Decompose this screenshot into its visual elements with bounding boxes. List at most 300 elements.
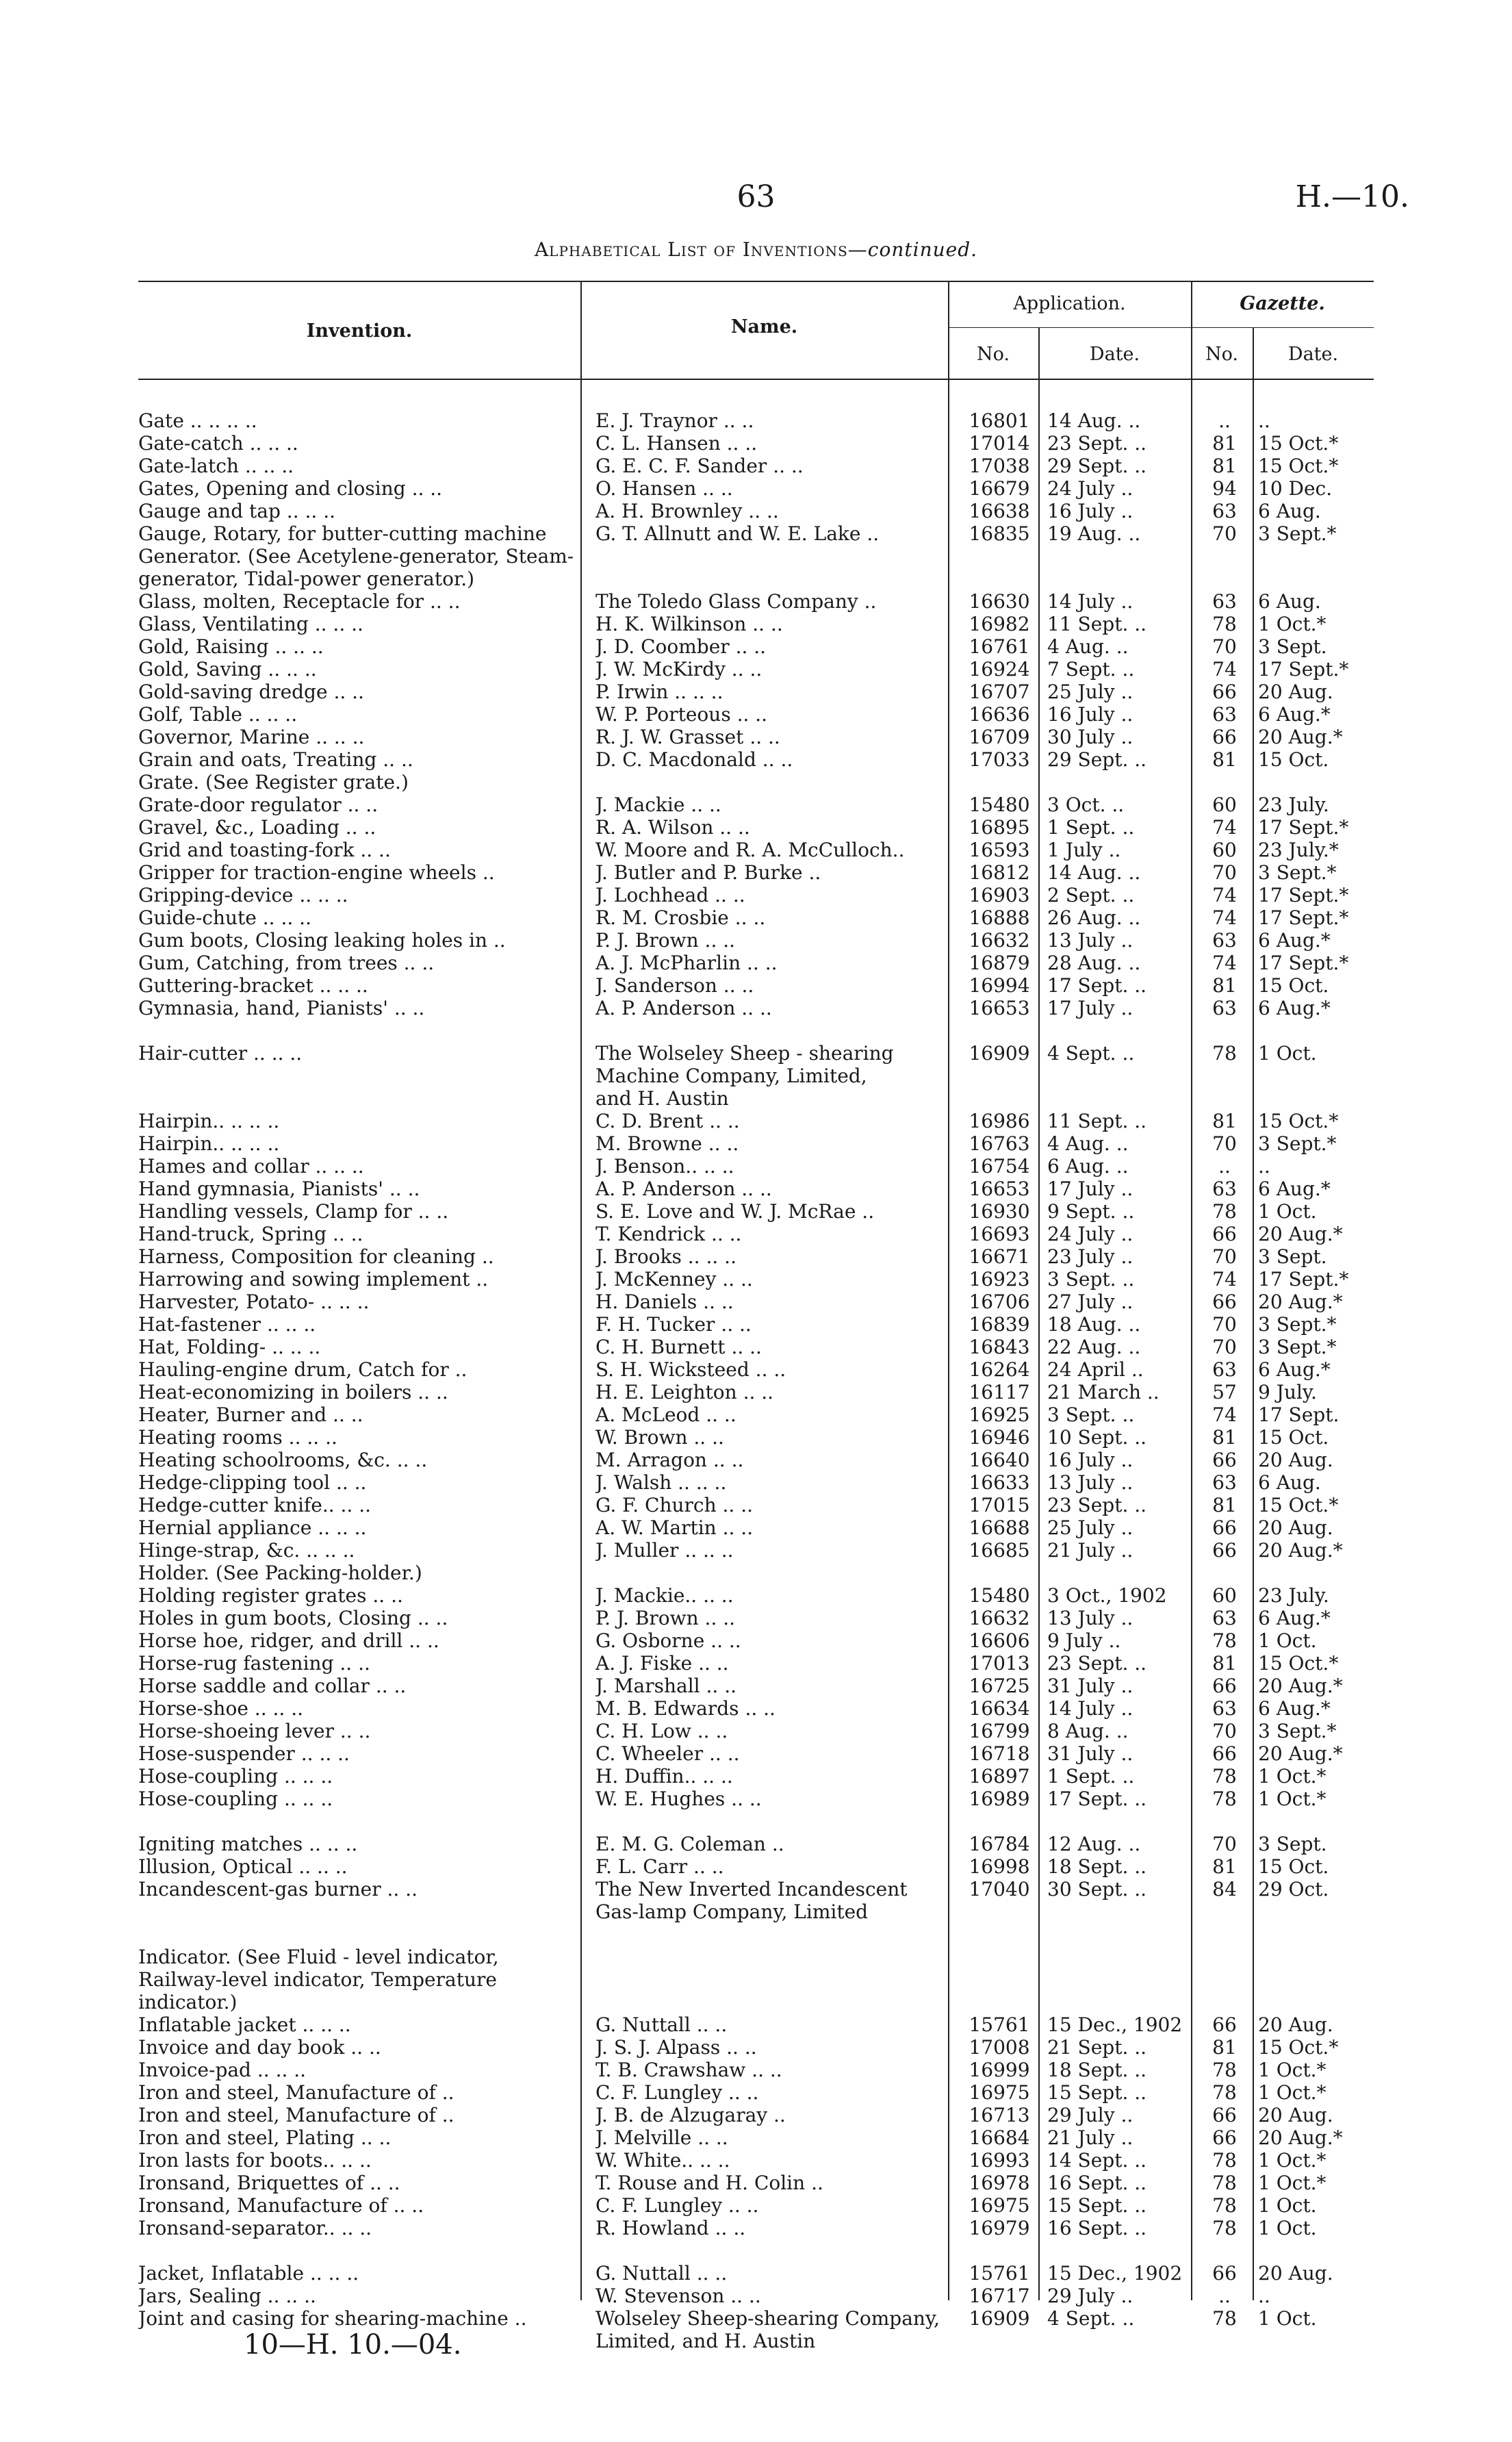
table-row [0, 1200, 1512, 1223]
cell-gazette-no: 63 [1212, 1697, 1237, 1720]
cell-gazette-date: 1 Oct. [1258, 2307, 1317, 2330]
caption-suffix: continued. [867, 238, 978, 261]
cell-name: J. Marshall .. .. [595, 1675, 737, 1697]
cell-invention: Hedge-cutter knife.. .. .. [138, 1494, 372, 1516]
cell-gazette-date: 6 Aug.* [1258, 1697, 1331, 1720]
table-row [0, 1539, 1512, 1562]
cell-gazette-no: 78 [1212, 2217, 1237, 2239]
table-row [0, 1855, 1512, 1878]
cell-gazette-date: 3 Sept.* [1258, 1336, 1337, 1358]
table-row [0, 2059, 1512, 2081]
cell-invention: Hose-coupling .. .. .. [138, 1788, 333, 1810]
cell-name: J. Walsh .. .. .. [595, 1471, 727, 1494]
cell-gazette-no: 81 [1212, 1652, 1237, 1675]
cell-gazette-no: 70 [1212, 1720, 1237, 1742]
cell-name: E. J. Traynor .. .. [595, 409, 754, 432]
cell-app-date: 16 July .. [1047, 703, 1133, 726]
cell-gazette-no: 63 [1212, 929, 1237, 952]
cell-app-date: 16 Sept. .. [1047, 2172, 1147, 2194]
cell-app-no: 16998 [969, 1855, 1030, 1878]
cell-app-date: 28 Aug. .. [1047, 952, 1141, 974]
cell-app-no: 16718 [969, 1742, 1030, 1765]
cell-gazette-no: 70 [1212, 1132, 1237, 1155]
table-row [0, 974, 1512, 997]
page-number: 63 [736, 179, 776, 214]
table-row [0, 2172, 1512, 2194]
cell-app-date: 1 July .. [1047, 839, 1121, 861]
cell-invention: Harvester, Potato- .. .. .. [138, 1290, 370, 1313]
cell-app-date: 3 Sept. .. [1047, 1268, 1135, 1290]
table-row [0, 1178, 1512, 1200]
cell-gazette-no: 70 [1212, 861, 1237, 884]
table-row [0, 1562, 1512, 1584]
table-row [0, 1223, 1512, 1245]
cell-invention: Holes in gum boots, Closing .. .. [138, 1607, 448, 1629]
cell-gazette-no: 63 [1212, 703, 1237, 726]
cell-name: T. B. Crawshaw .. .. [595, 2059, 782, 2081]
cell-invention: Hairpin.. .. .. .. [138, 1110, 280, 1132]
cell-app-date: 30 Sept. .. [1047, 1878, 1147, 1900]
cell-invention: Heating rooms .. .. .. [138, 1426, 337, 1449]
table-row [0, 1742, 1512, 1765]
cell-app-no: 16895 [969, 816, 1030, 839]
cell-invention: Glass, molten, Receptacle for .. .. [138, 590, 461, 613]
cell-app-date: 14 July .. [1047, 1697, 1133, 1720]
cell-gazette-date: 17 Sept.* [1258, 952, 1349, 974]
cell-name: J. Mackie.. .. .. [595, 1584, 734, 1607]
table-row [0, 1720, 1512, 1742]
cell-gazette-date: 1 Oct.* [1258, 1788, 1327, 1810]
cell-app-date: 10 Sept. .. [1047, 1426, 1147, 1449]
cell-app-no: 16688 [969, 1516, 1030, 1539]
cell-app-date: 14 Sept. .. [1047, 2149, 1147, 2172]
cell-app-no: 16684 [969, 2126, 1030, 2149]
table-row [0, 613, 1512, 635]
table-row [0, 997, 1512, 1019]
cell-invention: Hedge-clipping tool .. .. [138, 1471, 367, 1494]
cell-gazette-no: 78 [1212, 1788, 1237, 1810]
cell-app-no: 16903 [969, 884, 1030, 906]
cell-gazette-no: 63 [1212, 1607, 1237, 1629]
cell-gazette-date: 1 Oct. [1258, 2217, 1317, 2239]
cell-app-no: 16835 [969, 522, 1030, 545]
cell-app-no: 16979 [969, 2217, 1030, 2239]
table-row [0, 726, 1512, 748]
cell-gazette-date: 20 Aug.* [1258, 726, 1343, 748]
cell-gazette-date: 15 Oct.* [1258, 432, 1339, 455]
table-row [0, 1449, 1512, 1471]
table-row [0, 432, 1512, 455]
table-row [0, 906, 1512, 929]
cell-app-date: 16 Sept. .. [1047, 2217, 1147, 2239]
cell-app-date: 7 Sept. .. [1047, 658, 1135, 681]
cell-gazette-date: 10 Dec. [1258, 477, 1333, 500]
cell-invention: Hand gymnasia, Pianists' .. .. [138, 1178, 420, 1200]
cell-gazette-date: .. [1258, 409, 1270, 432]
cell-gazette-no: 78 [1212, 2172, 1237, 2194]
caption-main: Alphabetical List of Inventions [534, 238, 848, 261]
cell-app-no: 16839 [969, 1313, 1030, 1336]
cell-gazette-no: .. [1218, 1155, 1231, 1178]
cell-app-date: 29 July .. [1047, 2285, 1133, 2307]
cell-gazette-no: 66 [1212, 681, 1237, 703]
cell-app-no: 16986 [969, 1110, 1030, 1132]
table-row [0, 545, 1512, 590]
cell-app-date: 15 Dec., 1902 [1047, 2013, 1183, 2036]
cell-gazette-date: 6 Aug.* [1258, 997, 1331, 1019]
cell-gazette-date: 1 Oct. [1258, 1200, 1317, 1223]
cell-gazette-date: 20 Aug.* [1258, 1223, 1343, 1245]
cell-app-no: 16982 [969, 613, 1030, 635]
cell-gazette-date: 20 Aug.* [1258, 1539, 1343, 1562]
cell-invention: Illusion, Optical .. .. .. [138, 1855, 348, 1878]
cell-name: J. D. Coomber .. .. [595, 635, 767, 658]
cell-gazette-no: 78 [1212, 2149, 1237, 2172]
cell-gazette-date: 6 Aug.* [1258, 1607, 1331, 1629]
cell-gazette-date: 1 Oct.* [1258, 2149, 1327, 2172]
cell-app-no: 16606 [969, 1629, 1030, 1652]
cell-app-no: 16763 [969, 1132, 1030, 1155]
cell-app-date: 4 Sept. .. [1047, 2307, 1135, 2330]
cell-app-date: 17 July .. [1047, 997, 1133, 1019]
cell-gazette-no: 78 [1212, 2081, 1237, 2104]
cell-invention: Hand-truck, Spring .. .. [138, 1223, 363, 1245]
cell-app-date: 9 Sept. .. [1047, 1200, 1135, 1223]
cell-app-date: 15 Sept. .. [1047, 2194, 1147, 2217]
cell-app-date: 11 Sept. .. [1047, 1110, 1147, 1132]
cell-name: P. Irwin .. .. .. [595, 681, 723, 703]
cell-gazette-no: 63 [1212, 1358, 1237, 1381]
cell-app-date: 26 Aug. .. [1047, 906, 1141, 929]
cell-invention: Holding register grates .. .. [138, 1584, 403, 1607]
cell-name: C. D. Brent .. .. [595, 1110, 740, 1132]
table-row [0, 658, 1512, 681]
table-row [0, 1946, 1512, 2013]
cell-invention: Generator. (See Acetylene-generator, Steam- generator, Tidal-power generator.) [138, 545, 574, 590]
cell-name: G. T. Allnutt and W. E. Lake .. [595, 522, 880, 545]
cell-gazette-date: 20 Aug. [1258, 1516, 1333, 1539]
cell-name: J. Lochhead .. .. [595, 884, 745, 906]
table-row [0, 884, 1512, 906]
cell-gazette-date: .. [1258, 2285, 1270, 2307]
cell-gazette-date: 1 Oct. [1258, 1042, 1317, 1065]
cell-gazette-date: 17 Sept. [1258, 1403, 1340, 1426]
cell-gazette-date: 15 Oct.* [1258, 1110, 1339, 1132]
cell-gazette-date: 23 July. [1258, 793, 1329, 816]
table-row [0, 952, 1512, 974]
cell-app-date: 12 Aug. .. [1047, 1833, 1141, 1855]
cell-name: W. Brown .. .. [595, 1426, 724, 1449]
cell-gazette-date: 17 Sept.* [1258, 658, 1349, 681]
table-row [0, 1878, 1512, 1923]
cell-name: M. Arragon .. .. [595, 1449, 744, 1471]
table-row [0, 1132, 1512, 1155]
cell-name: J. Brooks .. .. .. [595, 1245, 736, 1268]
cell-name: G. Nuttall .. .. [595, 2013, 728, 2036]
cell-app-date: 15 Sept. .. [1047, 2081, 1147, 2104]
cell-gazette-no: 78 [1212, 2059, 1237, 2081]
document-code: H.—10. [1295, 179, 1409, 214]
cell-invention: Hair-cutter .. .. .. [138, 1042, 303, 1065]
cell-gazette-date: 17 Sept.* [1258, 906, 1349, 929]
header-gaz-no: No. [1205, 344, 1238, 365]
cell-gazette-no: 57 [1212, 1381, 1237, 1403]
cell-invention: Guttering-bracket .. .. .. [138, 974, 368, 997]
cell-invention: Harness, Composition for cleaning .. [138, 1245, 494, 1268]
cell-name: C. F. Lungley .. .. [595, 2194, 759, 2217]
cell-app-date: 14 July .. [1047, 590, 1133, 613]
cell-app-date: 24 July .. [1047, 1223, 1133, 1245]
table-row [0, 1765, 1512, 1788]
cell-app-no: 16897 [969, 1765, 1030, 1788]
cell-gazette-date: 3 Sept.* [1258, 1132, 1337, 1155]
cell-invention: Iron and steel, Manufacture of .. [138, 2081, 454, 2104]
cell-gazette-no: 74 [1212, 1268, 1237, 1290]
cell-app-date: 3 Oct. .. [1047, 793, 1125, 816]
cell-app-no: 15761 [969, 2013, 1030, 2036]
cell-gazette-no: 63 [1212, 1471, 1237, 1494]
cell-invention: Hat-fastener .. .. .. [138, 1313, 316, 1336]
cell-invention: Invoice and day book .. .. [138, 2036, 381, 2059]
table-row [0, 2262, 1512, 2285]
table-row [0, 703, 1512, 726]
cell-name: H. K. Wilkinson .. .. [595, 613, 783, 635]
cell-gazette-date: 3 Sept.* [1258, 1313, 1337, 1336]
cell-gazette-date: 20 Aug. [1258, 2262, 1333, 2285]
cell-app-date: 21 July .. [1047, 1539, 1133, 1562]
cell-name: J. Muller .. .. .. [595, 1539, 734, 1562]
cell-app-no: 16653 [969, 1178, 1030, 1200]
cell-gazette-no: 66 [1212, 1223, 1237, 1245]
cell-name: C. L. Hansen .. .. [595, 432, 758, 455]
cell-gazette-no: 78 [1212, 2307, 1237, 2330]
cell-gazette-no: 74 [1212, 952, 1237, 974]
cell-gazette-no: 66 [1212, 2013, 1237, 2036]
cell-app-date: 8 Aug. .. [1047, 1720, 1129, 1742]
cell-name: J. McKenney .. .. [595, 1268, 753, 1290]
cell-app-no: 16924 [969, 658, 1030, 681]
cell-app-date: 15 Dec., 1902 [1047, 2262, 1183, 2285]
cell-gazette-date: 3 Sept. [1258, 1245, 1327, 1268]
cell-gazette-date: 20 Aug.* [1258, 1742, 1343, 1765]
cell-name: The Wolseley Sheep - shearing Machine Company, Limited, and H. Austin [595, 1042, 894, 1110]
cell-name: The New Inverted Incandescent Gas-lamp Company, Limited [595, 1878, 908, 1923]
cell-app-date: 9 July .. [1047, 1629, 1121, 1652]
cell-app-no: 16630 [969, 590, 1030, 613]
cell-gazette-no: 81 [1212, 748, 1237, 771]
cell-gazette-no: 78 [1212, 2194, 1237, 2217]
cell-invention: Joint and casing for shearing-machine .. [138, 2307, 527, 2330]
cell-gazette-date: 3 Sept. [1258, 1833, 1327, 1855]
cell-app-no: 16989 [969, 1788, 1030, 1810]
cell-invention: Hat, Folding- .. .. .. [138, 1336, 321, 1358]
cell-name: S. E. Love and W. J. McRae .. [595, 1200, 875, 1223]
cell-name: P. J. Brown .. .. [595, 1607, 736, 1629]
table-row [0, 2194, 1512, 2217]
cell-gazette-no: 66 [1212, 1516, 1237, 1539]
cell-invention: Handling vessels, Clamp for .. .. [138, 1200, 449, 1223]
cell-app-no: 16888 [969, 906, 1030, 929]
cell-gazette-no: 66 [1212, 726, 1237, 748]
table-row [0, 2217, 1512, 2239]
table-row [0, 1516, 1512, 1539]
cell-invention: Horse saddle and collar .. .. [138, 1675, 407, 1697]
cell-app-date: 16 July .. [1047, 1449, 1133, 1471]
table-row [0, 1697, 1512, 1720]
table-row [0, 1245, 1512, 1268]
table-row [0, 2013, 1512, 2036]
cell-app-date: 23 Sept. .. [1047, 432, 1147, 455]
cell-gazette-no: .. [1218, 2285, 1231, 2307]
cell-invention: Ironsand, Briquettes of .. .. [138, 2172, 400, 2194]
cell-gazette-no: 66 [1212, 2104, 1237, 2126]
cell-app-date: 4 Aug. .. [1047, 1132, 1129, 1155]
cell-invention: Hose-coupling .. .. .. [138, 1765, 333, 1788]
cell-gazette-no: 94 [1212, 477, 1237, 500]
cell-gazette-no: 81 [1212, 1494, 1237, 1516]
cell-invention: Jars, Sealing .. .. .. [138, 2285, 316, 2307]
cell-gazette-date: 6 Aug.* [1258, 1358, 1331, 1381]
cell-invention: Glass, Ventilating .. .. .. [138, 613, 363, 635]
cell-app-date: 13 July .. [1047, 929, 1133, 952]
cell-app-date: 4 Aug. .. [1047, 635, 1129, 658]
cell-name: M. Browne .. .. [595, 1132, 739, 1155]
table-row [0, 1110, 1512, 1132]
cell-invention: Ironsand-separator.. .. .. [138, 2217, 372, 2239]
cell-app-no: 16923 [969, 1268, 1030, 1290]
cell-invention: Invoice-pad .. .. .. [138, 2059, 307, 2081]
cell-app-no: 16784 [969, 1833, 1030, 1855]
cell-gazette-date: 6 Aug.* [1258, 929, 1331, 952]
cell-name: F. L. Carr .. .. [595, 1855, 724, 1878]
cell-gazette-no: 81 [1212, 432, 1237, 455]
cell-gazette-no: 66 [1212, 1539, 1237, 1562]
table-row [0, 793, 1512, 816]
cell-gazette-date: 20 Aug.* [1258, 1290, 1343, 1313]
cell-app-no: 15761 [969, 2262, 1030, 2285]
table-row [0, 522, 1512, 545]
cell-app-no: 16754 [969, 1155, 1030, 1178]
table-row [0, 2036, 1512, 2059]
table-row [0, 1268, 1512, 1290]
cell-gazette-no: 74 [1212, 906, 1237, 929]
cell-app-date: 21 Sept. .. [1047, 2036, 1147, 2059]
cell-invention: Harrowing and sowing implement .. [138, 1268, 489, 1290]
table-row [0, 681, 1512, 703]
cell-name: J. Sanderson .. .. [595, 974, 754, 997]
cell-gazette-no: 70 [1212, 1313, 1237, 1336]
cell-name: J. Mackie .. .. [595, 793, 721, 816]
header-subrule [948, 327, 1374, 328]
cell-name: E. M. G. Coleman .. [595, 1833, 784, 1855]
cell-gazette-date: 20 Aug. [1258, 1449, 1333, 1471]
cell-app-no: 16909 [969, 1042, 1030, 1065]
cell-name: O. Hansen .. .. [595, 477, 733, 500]
cell-name: H. Duffin.. .. .. [595, 1765, 733, 1788]
cell-app-date: 31 July .. [1047, 1742, 1133, 1765]
table-row [0, 1471, 1512, 1494]
cell-app-no: 16717 [969, 2285, 1030, 2307]
cell-app-date: 25 July .. [1047, 681, 1133, 703]
table-row [0, 1584, 1512, 1607]
table-row [0, 409, 1512, 432]
cell-gazette-date: 1 Oct.* [1258, 1765, 1327, 1788]
cell-app-date: 27 July .. [1047, 1290, 1133, 1313]
cell-invention: Igniting matches .. .. .. [138, 1833, 358, 1855]
cell-gazette-no: 66 [1212, 1675, 1237, 1697]
cell-app-no: 16632 [969, 929, 1030, 952]
cell-invention: Gripper for traction-engine wheels .. [138, 861, 495, 884]
cell-app-no: 15480 [969, 793, 1030, 816]
cell-app-no: 16707 [969, 681, 1030, 703]
cell-invention: Holder. (See Packing-holder.) [138, 1562, 422, 1584]
cell-invention: Gravel, &c., Loading .. .. [138, 816, 376, 839]
cell-app-date: 17 Sept. .. [1047, 1788, 1147, 1810]
header-app-no: No. [977, 344, 1010, 365]
cell-app-no: 16879 [969, 952, 1030, 974]
table-row [0, 590, 1512, 613]
cell-app-date: 23 July .. [1047, 1245, 1133, 1268]
cell-invention: Indicator. (See Fluid - level indicator, Railway-level indicator, Temperature indicator.) [138, 1946, 499, 2013]
cell-name: The Toledo Glass Company .. [595, 590, 877, 613]
cell-gazette-date: 9 July. [1258, 1381, 1317, 1403]
cell-invention: Governor, Marine .. .. .. [138, 726, 365, 748]
table-row [0, 477, 1512, 500]
cell-gazette-no: 81 [1212, 974, 1237, 997]
cell-app-no: 16946 [969, 1426, 1030, 1449]
cell-gazette-no: 66 [1212, 2126, 1237, 2149]
cell-name: A. J. McPharlin .. .. [595, 952, 778, 974]
cell-app-date: 21 March .. [1047, 1381, 1159, 1403]
cell-name: J. Butler and P. Burke .. [595, 861, 821, 884]
cell-gazette-no: 81 [1212, 1110, 1237, 1132]
cell-app-no: 17015 [969, 1494, 1030, 1516]
cell-name: H. E. Leighton .. .. [595, 1381, 774, 1403]
cell-app-no: 16632 [969, 1607, 1030, 1629]
cell-invention: Inflatable jacket .. .. .. [138, 2013, 351, 2036]
cell-invention: Iron and steel, Plating .. .. [138, 2126, 392, 2149]
cell-app-no: 16909 [969, 2307, 1030, 2330]
cell-invention: Horse-rug fastening .. .. [138, 1652, 370, 1675]
cell-app-no: 16634 [969, 1697, 1030, 1720]
cell-app-date: 18 Sept. .. [1047, 1855, 1147, 1878]
cell-app-no: 15480 [969, 1584, 1030, 1607]
cell-name: W. E. Hughes .. .. [595, 1788, 762, 1810]
cell-gazette-date: 15 Oct.* [1258, 1652, 1339, 1675]
cell-gazette-date: 23 July. [1258, 1584, 1329, 1607]
cell-app-date: 21 July .. [1047, 2126, 1133, 2149]
cell-app-no: 17040 [969, 1878, 1030, 1900]
cell-app-no: 16975 [969, 2194, 1030, 2217]
cell-app-no: 16653 [969, 997, 1030, 1019]
cell-app-no: 17014 [969, 432, 1030, 455]
cell-app-date: 18 Aug. .. [1047, 1313, 1141, 1336]
table-row [0, 1652, 1512, 1675]
cell-name: F. H. Tucker .. .. [595, 1313, 752, 1336]
cell-gazette-date: 15 Oct. [1258, 1426, 1329, 1449]
cell-gazette-date: 1 Oct.* [1258, 2059, 1327, 2081]
cell-gazette-no: 66 [1212, 1290, 1237, 1313]
cell-app-no: 16706 [969, 1290, 1030, 1313]
cell-app-no: 16801 [969, 409, 1030, 432]
cell-gazette-no: 60 [1212, 793, 1237, 816]
cell-app-date: 16 July .. [1047, 500, 1133, 522]
cell-gazette-no: 66 [1212, 2262, 1237, 2285]
cell-gazette-date: 15 Oct. [1258, 748, 1329, 771]
cell-gazette-no: 74 [1212, 816, 1237, 839]
cell-name: Wolseley Sheep-shearing Company, Limited, and H. Austin [595, 2307, 940, 2352]
cell-name: W. White.. .. .. [595, 2149, 730, 2172]
